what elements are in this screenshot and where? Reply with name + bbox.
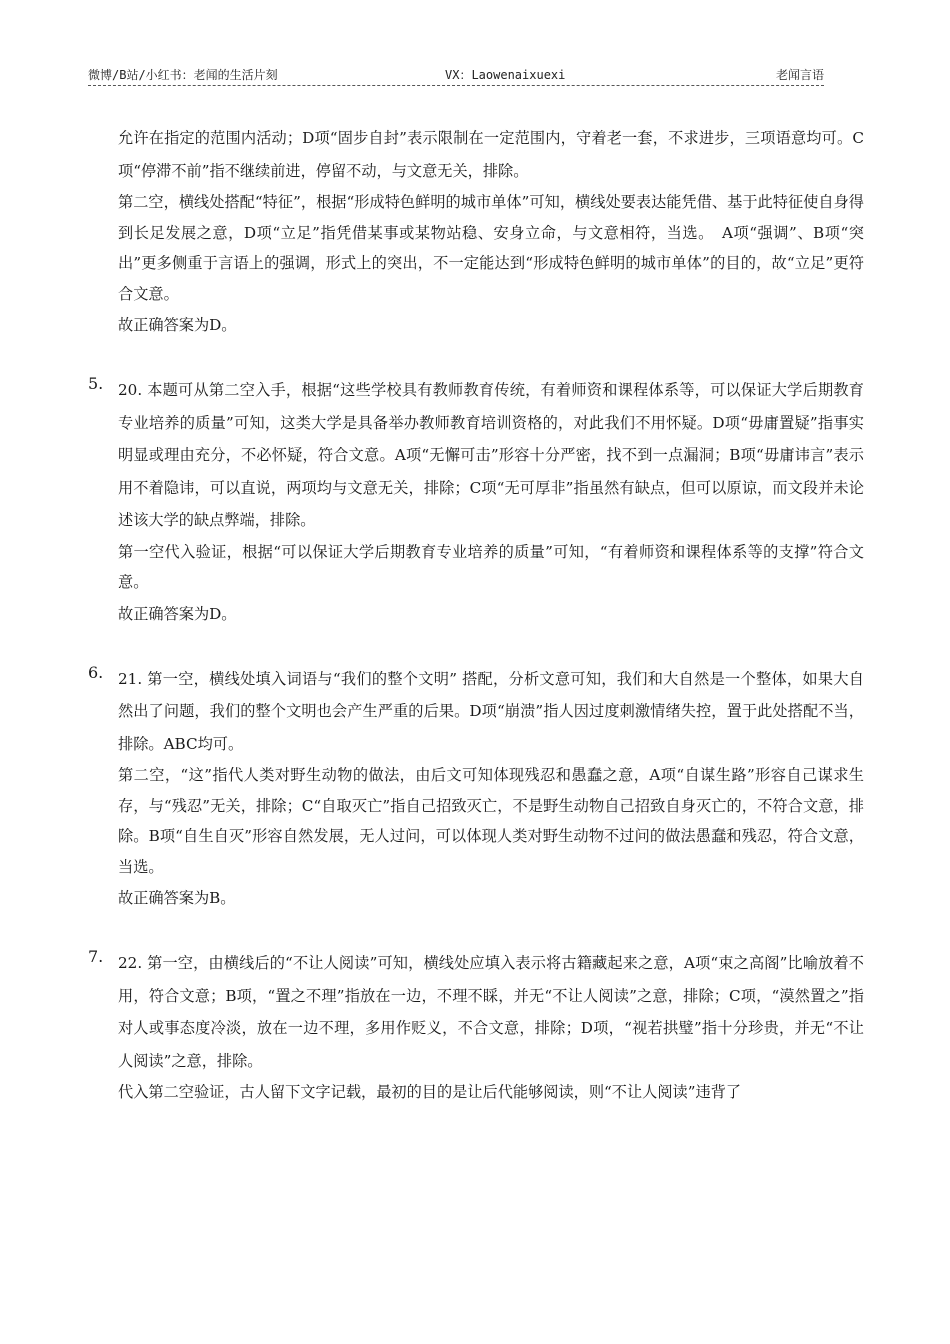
continued-explanation <box>88 122 864 341</box>
item-number: 6. <box>88 662 104 682</box>
header-social-accounts: 微博/B站/小红书：老闻的生活片刻 <box>88 68 278 82</box>
explanation-paragraph: 20. 本题可从第二空入手，根据“这些学校具有教师教育传统，有着师资和课程体系等，可以保证大学后期教育专业培养的质量”可知，这类大学是具备举办教师教育培训资格的，对此我们不用怀疑。D项“毋庸置疑”指事实明显或理由充分，不必怀疑，符合文意。A项“无懈可击”形容十分严密，找不到一点漏洞；B项“毋庸讳言”表示用不着隐讳，可以直说，两项均与文意无关，排除；C项“无可厚非”指虽然有缺点，但可以原谅，而文段并未论述该大学的缺点弊端，排除。 <box>118 381 864 529</box>
document-body <box>88 122 864 1108</box>
answer-line: 故正确答案为B。 <box>118 889 236 907</box>
explanation-paragraph: 代入第二空验证，古人留下文字记载，最初的目的是让后代能够阅读，则“不让人阅读”违背了 <box>118 1083 742 1101</box>
question-item <box>88 663 864 915</box>
header-brand: 老闻言语 <box>775 68 824 82</box>
explanation-paragraph: 第一空代入验证，根据“可以保证大学后期教育专业培养的质量”可知，“有着师资和课程体系等的支撑”符合文意。 <box>118 542 864 591</box>
item-number: 7. <box>88 947 104 966</box>
answer-line: 故正确答案为D。 <box>118 604 237 623</box>
question-item <box>88 947 864 1108</box>
spacer <box>88 914 864 947</box>
explanation-paragraph: 22. 第一空，由横线后的“不让人阅读”可知，横线处应填入表示将古籍藏起来之意，A项“束之高阁”比喻放着不用，符合文意；B项，“置之不理”指放在一边，不理不睬，并无“不让人阅读”之意，排除；C项，“漠然置之”指对人或事态度冷淡，放在一边不理，多用作贬义，不合文意，排除；D项，“视若拱璧”指十分珍贵，并无“不让人阅读”之意，排除。 <box>118 954 864 1070</box>
header-wechat-id: VX：Laowenaixuexi <box>445 68 566 82</box>
question-item <box>88 374 864 630</box>
answer-line: 故正确答案为D。 <box>118 316 237 334</box>
explanation-paragraph: 允许在指定的范围内活动；D项“固步自封”表示限制在一定范围内，守着老一套，不求进步，三项语意均可。C项“停滞不前”指不继续前进，停留不动，与文意无关，排除。 <box>118 129 864 180</box>
header-divider <box>88 85 824 86</box>
spacer <box>88 630 864 663</box>
item-number: 5. <box>88 374 104 393</box>
explanation-paragraph: 第二空，横线处搭配“特征”，根据“形成特色鲜明的城市单体”可知，横线处要表达能凭借、基于此特征使自身得到长足发展之意，D项“立足”指凭借某事或某物站稳、安身立命，与文意相符，当选。 A项“强调”、B项“突出”更多侧重于言语上的强调，形式上的突出，不一定能达到“形成特色鲜明的城市单体”的目的，故“立足”更符合文意。 <box>118 193 864 303</box>
spacer <box>88 341 864 374</box>
explanation-paragraph: 21. 第一空，横线处填入词语与“我们的整个文明” 搭配，分析文意可知，我们和大自然是一个整体，如果大自然出了问题，我们的整个文明也会产生严重的后果。D项“崩溃”指人因过度刺激情绪失控，置于此处搭配不当，排除。ABC均可。 <box>118 669 864 753</box>
explanation-paragraph: 第二空，“这”指代人类对野生动物的做法，由后文可知体现残忍和愚蠢之意，A项“自谋生路”形容自己谋求生存，与“残忍”无关，排除；C“自取灭亡”指自己招致灭亡，不是野生动物自己招致自身灭亡的，不符合文意，排除。B项“自生自灭”形容自然发展，无人过问，可以体现人类对野生动物不过问的做法愚蠢和残忍，符合文意，当选。 <box>118 766 864 876</box>
